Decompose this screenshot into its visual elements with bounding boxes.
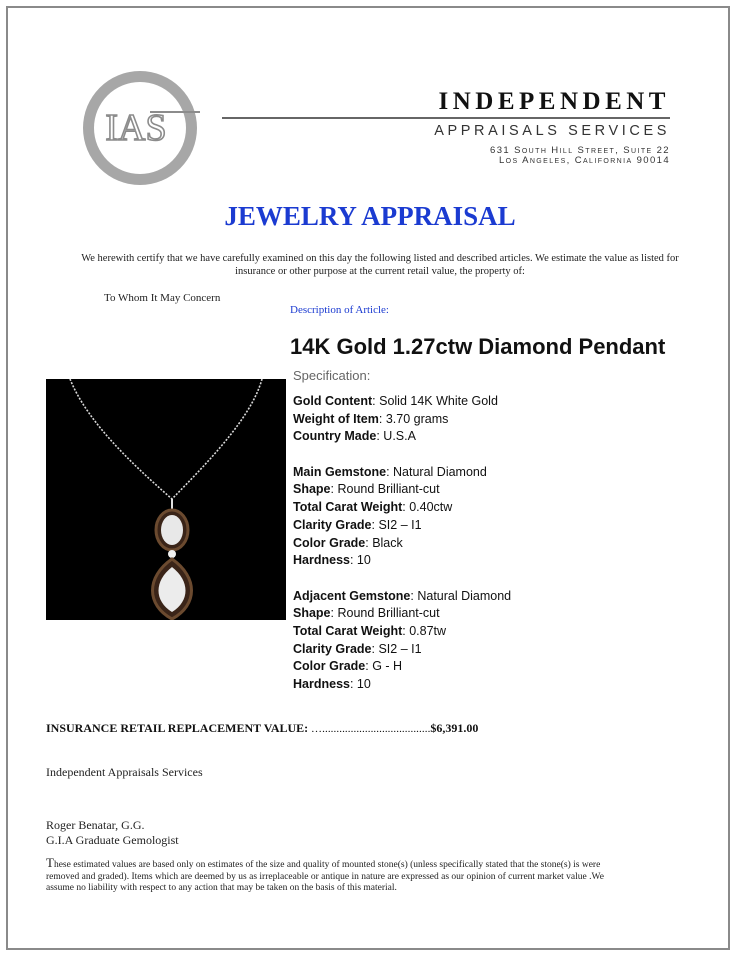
insurance-leader: …...................................... bbox=[308, 723, 431, 735]
insurance-label: INSURANCE RETAIL REPLACEMENT VALUE: bbox=[46, 721, 309, 735]
pendant-photo bbox=[46, 379, 286, 620]
signer-name: Roger Benatar, G.G. bbox=[46, 818, 145, 832]
spec-adjacent-color: Color Grade: G - H bbox=[293, 659, 403, 674]
spec-adjacent-clarity: Clarity Grade: SI2 – I1 bbox=[293, 641, 422, 656]
spec-main-hardness: Hardness: 10 bbox=[293, 553, 371, 568]
logo-text: IAS bbox=[105, 107, 167, 149]
signer-block bbox=[46, 818, 179, 848]
company-name: INDEPENDENT bbox=[438, 88, 670, 115]
spec-weight: Weight of Item: 3.70 grams bbox=[293, 411, 449, 426]
spec-gold-content: Gold Content: Solid 14K White Gold bbox=[293, 394, 498, 408]
specifications bbox=[293, 393, 673, 694]
ias-logo bbox=[80, 68, 200, 188]
disclaimer-text: hese estimated values are based only on estimates of the size and quality of mounted stone(s) (unless specifically stated that the stone(s) is were removed and graded). Items which are deemed by us as irreplaceable or antique in nature are expressed as our opinion of current market value .We assume no liability with respect to any action that may be taken on the basis of this material. bbox=[46, 860, 604, 893]
address-line-1: 631 South Hill Street, Suite 22 bbox=[490, 145, 670, 156]
article-title: 14K Gold 1.27ctw Diamond Pendant bbox=[290, 334, 666, 359]
recipient: To Whom It May Concern bbox=[104, 292, 221, 304]
spec-adjacent-hardness: Hardness: 10 bbox=[293, 677, 371, 691]
disclaimer-initial: T bbox=[46, 855, 54, 870]
spec-main-clarity: Clarity Grade: SI2 – I1 bbox=[293, 517, 422, 532]
document-title: JEWELRY APPRAISAL bbox=[224, 201, 516, 231]
address-line-2: Los Angeles, California 90014 bbox=[499, 155, 670, 166]
disclaimer bbox=[46, 857, 606, 895]
specification-label: Specification: bbox=[293, 368, 371, 383]
spec-main-color: Color Grade: Black bbox=[293, 535, 403, 550]
spec-main-shape: Shape: Round Brilliant-cut bbox=[293, 482, 440, 497]
intro-paragraph: We herewith certify that we have carefully examined on this day the following listed and described articles. We estimate the value as listed for insurance or other purpose at the current retail value, the property of: bbox=[81, 253, 679, 277]
insurance-value-line bbox=[46, 721, 478, 736]
spec-country: Country Made: U.S.A bbox=[293, 429, 416, 444]
insurance-value: $6,391.00 bbox=[430, 721, 479, 735]
spec-main-carat: Total Carat Weight: 0.40ctw bbox=[293, 500, 453, 515]
signer-title: G.I.A Graduate Gemologist bbox=[46, 833, 179, 847]
logo-ring-text: Appraisal bbox=[114, 153, 166, 171]
company-subtitle: APPRAISALS SERVICES bbox=[434, 123, 670, 139]
description-label: Description of Article: bbox=[290, 304, 389, 316]
spec-adjacent-gemstone: Adjacent Gemstone: Natural Diamond bbox=[293, 588, 512, 603]
spec-main-gemstone: Main Gemstone: Natural Diamond bbox=[293, 464, 487, 479]
header-rule bbox=[222, 117, 670, 119]
spec-adjacent-carat: Total Carat Weight: 0.87tw bbox=[293, 623, 447, 638]
footer-company: Independent Appraisals Services bbox=[46, 765, 203, 779]
spec-adjacent-shape: Shape: Round Brilliant-cut bbox=[293, 606, 440, 621]
